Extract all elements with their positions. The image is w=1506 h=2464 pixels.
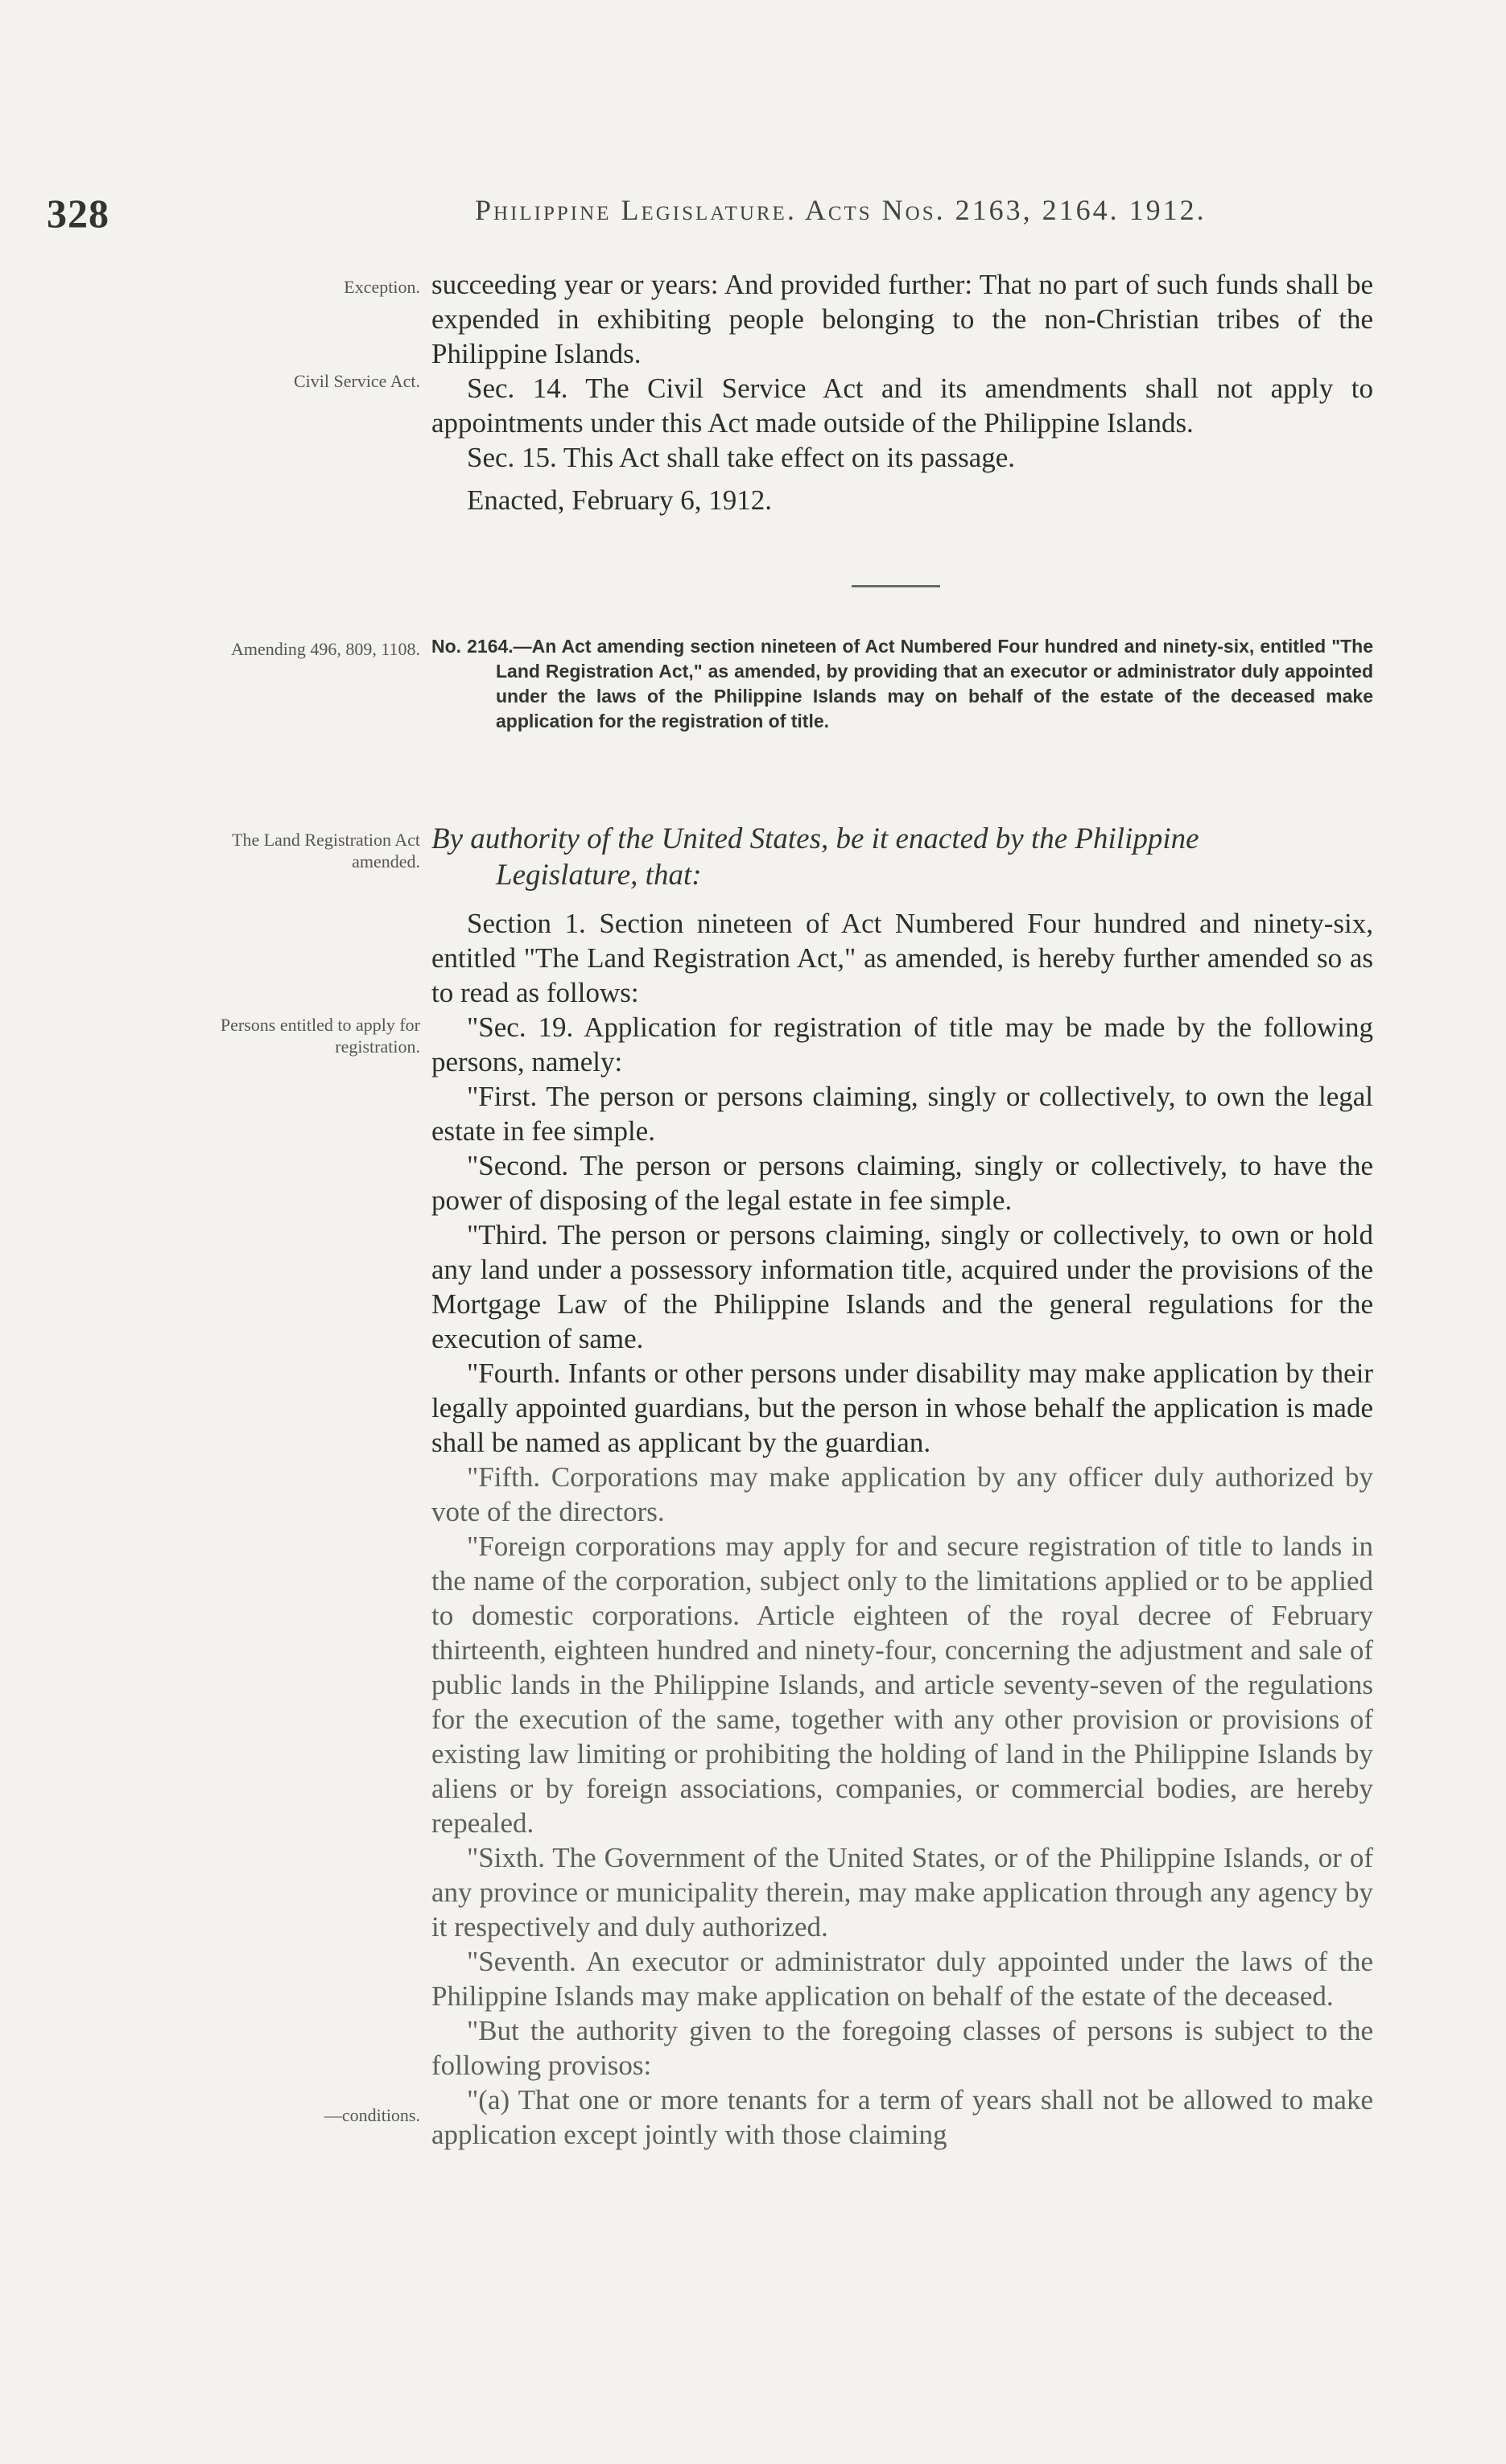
enacting-clause xyxy=(431,821,1373,893)
margin-note-conditions: —conditions. xyxy=(324,2105,420,2125)
section-1-paragraph: Section 1. Section nineteen of Act Numbered Four hundred and ninety-six, entitled "The Land Registration Act," as amended, is hereby further amended so as to read as follows: xyxy=(431,908,1373,1008)
first-class-paragraph: "First. The person or persons claiming, singly or collectively, to own the legal estate in fee simple. xyxy=(431,1081,1373,1147)
margin-note-land-registration: The Land Registration Act amended. xyxy=(232,830,420,871)
third-class-paragraph: "Third. The person or persons claiming, singly or collectively, to own or hold any land under a possessory information title, acquired under the provisions of the Mortgage Law of the Philippine Islands and the general regulations for the execution of same. xyxy=(431,1219,1373,1354)
margin-note-persons-entitled: Persons entitled to apply for registration. xyxy=(220,1015,420,1057)
enacting-line-1: By authority of the United States, be it enacted by the Philippine xyxy=(431,822,1199,855)
funds-proviso-paragraph: succeeding year or years: And provided further: That no part of such funds shall be expended in exhibiting people belonging to the non-Christian tribes of the Philippine Islands. xyxy=(431,269,1373,369)
fourth-class-paragraph: "Fourth. Infants or other persons under disability may make application by their legally appointed guardians, but the person in whose behalf the application is made shall be named as applicant by the guardian. xyxy=(431,1358,1373,1458)
seventh-class-paragraph: "Seventh. An executor or administrator duly appointed under the laws of the Philippine Islands may make application on behalf of the estate of the deceased. xyxy=(431,1946,1373,2012)
proviso-a-paragraph: "(a) That one or more tenants for a term of years shall not be allowed to make application except jointly with those claiming xyxy=(431,2084,1373,2150)
margin-note-exception: Exception. xyxy=(344,277,420,297)
second-class-paragraph: "Second. The person or persons claiming, singly or collectively, to have the power of disposing of the legal estate in fee simple. xyxy=(431,1150,1373,1216)
fifth-class-paragraph: "Fifth. Corporations may make application by any officer duly authorized by vote of the directors. xyxy=(431,1461,1373,1527)
section-14-paragraph: Sec. 14. The Civil Service Act and its amendments shall not apply to appointments under this Act made outside of the Philippine Islands. xyxy=(431,373,1373,439)
enacting-line-2: Legislature, that: xyxy=(496,859,702,892)
section-19-paragraph: "Sec. 19. Application for registration of title may be made by the following persons, namely: xyxy=(431,1012,1373,1077)
act-2164-body xyxy=(431,906,1373,2152)
section-15-paragraph: Sec. 15. This Act shall take effect on its passage. xyxy=(467,442,1016,473)
running-head: Philippine Legislature. Acts Nos. 2163, 2164. 1912. xyxy=(475,194,1207,226)
foreign-corporations-paragraph: "Foreign corporations may apply for and secure registration of title to lands in the name of the corporation, subject only to the limitations applied or to be applied to domestic corporations. Article eighteen of the royal decree of February thirteenth, eighteen hundred and ninety-four, concerning the adjustment and sale of public lands in the Philippine Islands, and article seventy-seven of the regulations for the execution of the same, together with any other provision or provisions of existing law limiting or prohibiting the holding of land in the Philippine Islands by aliens or by foreign associations, companies, or commercial bodies, are hereby repealed. xyxy=(431,1531,1373,1839)
act-2164-title xyxy=(431,634,1373,734)
provisos-intro-paragraph: "But the authority given to the foregoing classes of persons is subject to the following provisos: xyxy=(431,2015,1373,2081)
act-2163-tail xyxy=(431,267,1373,517)
enacted-date: Enacted, February 6, 1912. xyxy=(467,484,773,516)
act-divider xyxy=(852,585,940,587)
act-title-text: No. 2164.—An Act amending section nineteen of Act Numbered Four hundred and ninety-six, entitled "The Land Registration Act," as amended, by providing that an executor or administrator duly appointed under the laws of the Philippine Islands may on behalf of the estate of the deceased make application for the registration of title. xyxy=(431,636,1373,731)
margin-note-amending: Amending 496, 809, 1108. xyxy=(230,639,420,659)
sixth-class-paragraph: "Sixth. The Government of the United States, or of the Philippine Islands, or of any province or municipality therein, may make application through any agency by it respectively and duly authorized. xyxy=(431,1842,1373,1943)
margin-note-civil-service: Civil Service Act. xyxy=(293,371,420,391)
page-number: 328 xyxy=(47,191,109,236)
